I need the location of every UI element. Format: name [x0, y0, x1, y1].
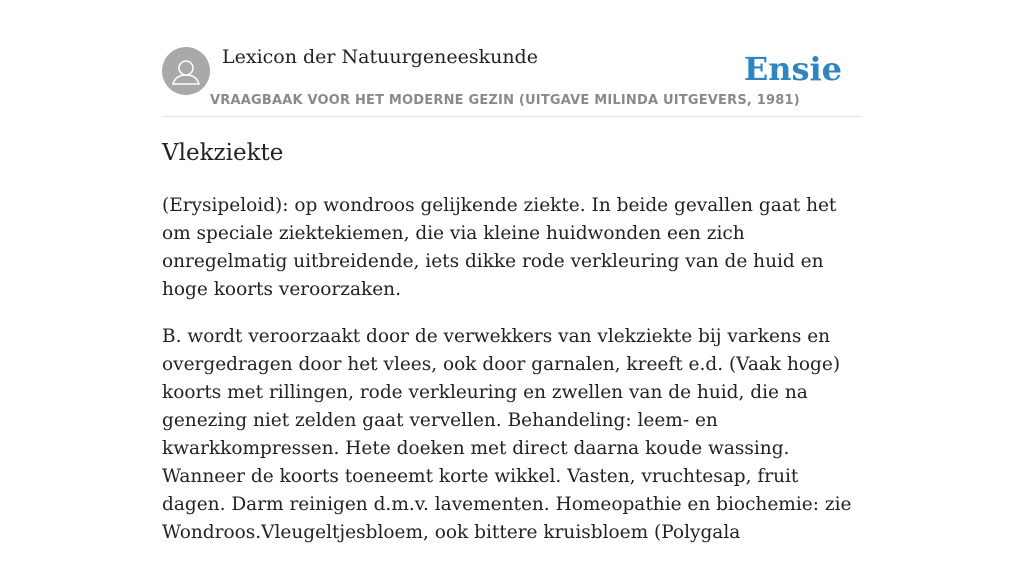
page-container: [162, 0, 862, 543]
source-header: [162, 0, 862, 117]
entry-paragraph: (Erysipeloid): op wondroos gelijkende ziekte. In beide gevallen gaat het om speciale ziektekiemen, die via kleine huidwonden een zich onregelmatig uitbreidende, iets dikke rode verkleuring van de huid en hoge koorts veroorzaken.: [162, 195, 837, 300]
entry-body: [162, 192, 862, 566]
ensie-logo[interactable]: Ensie: [743, 50, 842, 88]
entry-title: Vlekziekte: [162, 140, 284, 166]
source-title[interactable]: Lexicon der Natuurgeneeskunde: [222, 46, 538, 68]
entry-paragraph: B. wordt veroorzaakt door de verwekkers van vlekziekte bij varkens en overgedragen door het vlees, ook door garnalen, kreeft e.d. (Vaak hoge) koorts met rillingen, rode verkleuring en zwellen van de huid, die na genezing niet zelden gaat vervellen. Behandeling: leem- en kwarkkompressen. Hete doeken met direct daarna koude wassing. Wanneer de koorts toeneemt korte wikkel. Vasten, vruchtesap, fruit dagen. Darm reinigen d.m.v. lavementen. Homeopathie en biochemie: zie Wondroos.Vleugeltjesbloem, ook bittere kruisbloem (Polygala: [162, 326, 852, 543]
user-silhouette-icon[interactable]: [162, 47, 210, 95]
source-subtitle: VRAAGBAAK VOOR HET MODERNE GEZIN (UITGAVE MILINDA UITGEVERS, 1981): [210, 93, 800, 108]
